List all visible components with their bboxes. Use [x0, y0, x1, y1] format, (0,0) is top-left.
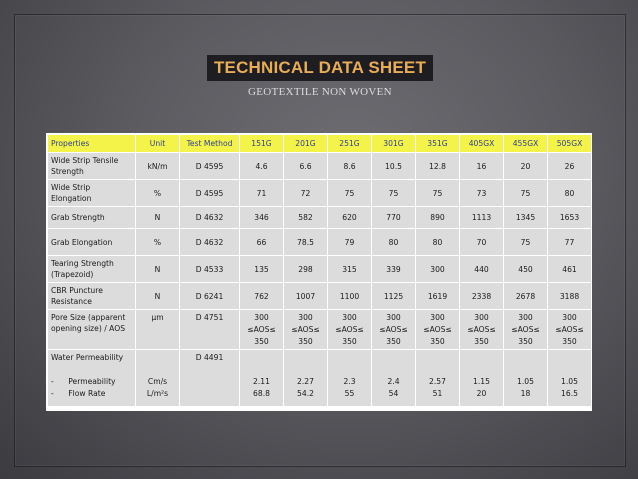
value-cell: 298 [284, 256, 328, 283]
flow-rate-value: 54.2 [297, 389, 314, 398]
table-row [48, 207, 592, 229]
title-banner [207, 55, 433, 81]
value-cell: 461 [548, 256, 592, 283]
column-header: 251G [328, 135, 372, 153]
unit-cell: N [136, 256, 180, 283]
aos-upper: 350 [474, 336, 489, 346]
value-cell: 75 [372, 180, 416, 207]
value-cell: 16 [460, 153, 504, 180]
method-cell: D 4533 [180, 256, 240, 283]
table-row [48, 153, 592, 180]
value-cell [328, 350, 372, 407]
value-cell: 8.6 [328, 153, 372, 180]
property-cell [48, 350, 136, 407]
value-cell: 70 [460, 229, 504, 256]
column-header: 301G [372, 135, 416, 153]
value-cell: 890 [416, 207, 460, 229]
unit-cell: µm [136, 310, 180, 350]
value-cell: 346 [240, 207, 284, 229]
aos-label: ≤AOS≤ [247, 324, 276, 334]
table-header-row [48, 135, 592, 153]
flow-rate-unit: L/m²s [146, 389, 169, 398]
aos-upper: 350 [518, 336, 533, 346]
aos-upper: 350 [386, 336, 401, 346]
aos-lower: 300 [298, 312, 313, 322]
table-row [48, 180, 592, 207]
value-cell: 620 [328, 207, 372, 229]
method-cell: D 6241 [180, 283, 240, 310]
value-cell: 75 [328, 180, 372, 207]
property-cell: Wide Strip Elongation [48, 180, 136, 207]
permeability-value: 2.11 [253, 377, 270, 386]
aos-upper: 350 [562, 336, 577, 346]
method-cell: D 4751 [180, 310, 240, 350]
value-cell: 75 [504, 180, 548, 207]
aos-upper: 350 [430, 336, 445, 346]
unit-cell: % [136, 229, 180, 256]
value-cell: 78.5 [284, 229, 328, 256]
permeability-value: 1.05 [561, 377, 578, 386]
column-header: Unit [136, 135, 180, 153]
value-cell: 80 [372, 229, 416, 256]
value-cell: 73 [460, 180, 504, 207]
aos-upper: 350 [342, 336, 357, 346]
value-cell: 4.6 [240, 153, 284, 180]
page-title: TECHNICAL DATA SHEET [213, 58, 427, 77]
property-cell: Pore Size (apparent opening size) / AOS [48, 310, 136, 350]
value-cell: 80 [548, 180, 592, 207]
value-cell [284, 310, 328, 350]
value-cell: 20 [504, 153, 548, 180]
property-cell: Wide Strip Tensile Strength [48, 153, 136, 180]
aos-label: ≤AOS≤ [335, 324, 364, 334]
aos-lower: 300 [430, 312, 445, 322]
flow-rate-value: 16.5 [561, 389, 578, 398]
method-cell: D 4632 [180, 229, 240, 256]
table-row [48, 229, 592, 256]
value-cell [240, 310, 284, 350]
method-cell: D 4595 [180, 153, 240, 180]
water-method: D 4491 [195, 353, 224, 362]
property-cell: CBR Puncture Resistance [48, 283, 136, 310]
aos-upper: 350 [254, 336, 269, 346]
value-cell: 1113 [460, 207, 504, 229]
value-cell: 1653 [548, 207, 592, 229]
value-cell: 2678 [504, 283, 548, 310]
aos-label: ≤AOS≤ [423, 324, 452, 334]
unit-cell: N [136, 283, 180, 310]
flow-rate-value: 68.8 [253, 389, 270, 398]
value-cell: 2338 [460, 283, 504, 310]
value-cell: 1100 [328, 283, 372, 310]
value-cell [460, 310, 504, 350]
property-cell: Grab Strength [48, 207, 136, 229]
flow-rate-value: 51 [432, 389, 443, 398]
value-cell: 1007 [284, 283, 328, 310]
column-header: 455GX [504, 135, 548, 153]
value-cell: 66 [240, 229, 284, 256]
table-row-water-permeability [48, 350, 592, 407]
page-subtitle: GEOTEXTILE NON WOVEN [248, 86, 392, 98]
aos-upper: 350 [298, 336, 313, 346]
value-cell: 10.5 [372, 153, 416, 180]
permeability-value: 1.05 [517, 377, 534, 386]
value-cell: 339 [372, 256, 416, 283]
value-cell: 80 [416, 229, 460, 256]
column-header: 505GX [548, 135, 592, 153]
technical-data-table [47, 134, 592, 407]
aos-lower: 300 [518, 312, 533, 322]
value-cell: 75 [504, 229, 548, 256]
value-cell [372, 350, 416, 407]
value-cell: 762 [240, 283, 284, 310]
property-cell: Tearing Strength (Trapezoid) [48, 256, 136, 283]
permeability-label: - Permeability [51, 377, 116, 386]
value-cell [548, 350, 592, 407]
value-cell: 26 [548, 153, 592, 180]
column-header: Properties [48, 135, 136, 153]
value-cell [416, 310, 460, 350]
aos-label: ≤AOS≤ [511, 324, 540, 334]
value-cell: 77 [548, 229, 592, 256]
aos-lower: 300 [562, 312, 577, 322]
value-cell: 79 [328, 229, 372, 256]
value-cell: 72 [284, 180, 328, 207]
value-cell [548, 310, 592, 350]
permeability-value: 2.57 [429, 377, 446, 386]
value-cell [328, 310, 372, 350]
column-header: Test Method [180, 135, 240, 153]
table-row [48, 256, 592, 283]
value-cell: 300 [416, 256, 460, 283]
aos-lower: 300 [474, 312, 489, 322]
aos-label: ≤AOS≤ [291, 324, 320, 334]
value-cell: 1619 [416, 283, 460, 310]
table-row [48, 283, 592, 310]
value-cell [460, 350, 504, 407]
value-cell [504, 350, 548, 407]
column-header: 201G [284, 135, 328, 153]
value-cell: 6.6 [284, 153, 328, 180]
value-cell: 770 [372, 207, 416, 229]
aos-lower: 300 [386, 312, 401, 322]
value-cell: 75 [416, 180, 460, 207]
flow-rate-label: - Flow Rate [51, 389, 106, 398]
value-cell [504, 310, 548, 350]
table-row [48, 310, 592, 350]
flow-rate-value: 20 [476, 389, 487, 398]
flow-rate-value: 54 [388, 389, 399, 398]
value-cell [284, 350, 328, 407]
method-cell [180, 350, 240, 407]
value-cell: 1345 [504, 207, 548, 229]
aos-lower: 300 [342, 312, 357, 322]
value-cell: 71 [240, 180, 284, 207]
value-cell: 315 [328, 256, 372, 283]
permeability-value: 2.27 [297, 377, 314, 386]
aos-label: ≤AOS≤ [555, 324, 584, 334]
aos-label: ≤AOS≤ [467, 324, 496, 334]
value-cell [416, 350, 460, 407]
permeability-value: 1.15 [473, 377, 490, 386]
permeability-value: 2.4 [387, 377, 400, 386]
value-cell: 3188 [548, 283, 592, 310]
flow-rate-value: 55 [344, 389, 355, 398]
value-cell: 450 [504, 256, 548, 283]
column-header: 351G [416, 135, 460, 153]
value-cell [372, 310, 416, 350]
method-cell: D 4632 [180, 207, 240, 229]
value-cell: 12.8 [416, 153, 460, 180]
value-cell: 135 [240, 256, 284, 283]
permeability-value: 2.3 [343, 377, 356, 386]
value-cell: 440 [460, 256, 504, 283]
value-cell: 582 [284, 207, 328, 229]
water-permeability-label: Water Permeability [51, 353, 124, 362]
column-header: 405GX [460, 135, 504, 153]
unit-cell [136, 350, 180, 407]
value-cell: 1125 [372, 283, 416, 310]
unit-cell: % [136, 180, 180, 207]
permeability-unit: Cm/s [147, 377, 168, 386]
property-cell: Grab Elongation [48, 229, 136, 256]
data-sheet-panel [46, 133, 592, 411]
flow-rate-value: 18 [520, 389, 531, 398]
unit-cell: kN/m [136, 153, 180, 180]
method-cell: D 4595 [180, 180, 240, 207]
column-header: 151G [240, 135, 284, 153]
aos-lower: 300 [254, 312, 269, 322]
aos-label: ≤AOS≤ [379, 324, 408, 334]
value-cell [240, 350, 284, 407]
unit-cell: N [136, 207, 180, 229]
